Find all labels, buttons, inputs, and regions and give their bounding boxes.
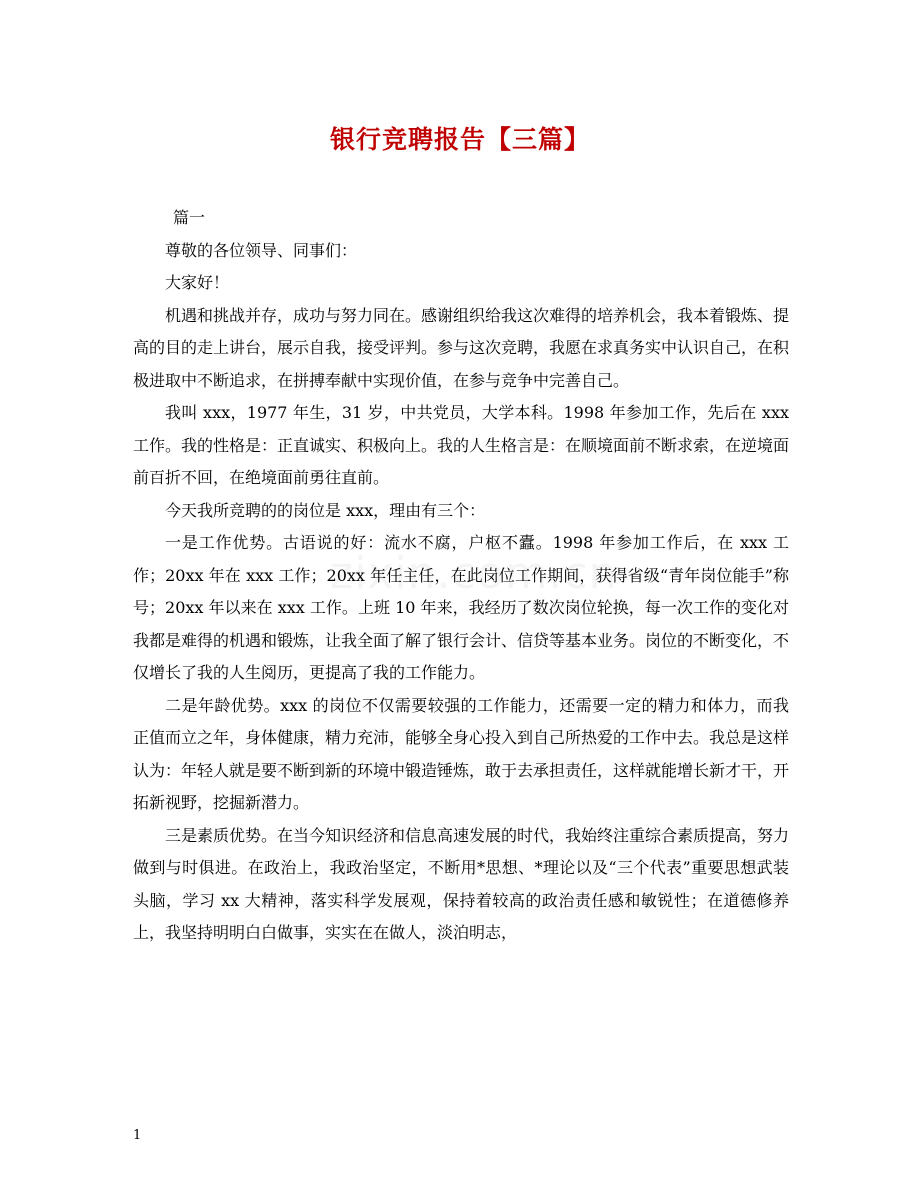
document-body — [133, 202, 789, 950]
section-heading: 篇一 — [173, 208, 206, 227]
paragraph-self-introduction: 我叫 xxx，1977 年生，31 岁，中共党员，大学本科。1998 年参加工作，先后在 xxx 工作。我的性格是：正直诚实、积极向上。我的人生格言是：在顺境面前不断求索，在逆境面前百折不回，在绝境面前勇往直前。 — [133, 403, 790, 487]
salutation: 尊敬的各位领导、同事们： — [165, 240, 358, 260]
greeting: 大家好！ — [165, 273, 230, 292]
paragraph-intro: 机遇和挑战并存，成功与努力同在。感谢组织给我这次难得的培养机会，我本着锻炼、提高的目的走上讲台，展示自我，接受评判。参与这次竞聘，我愿在求真务实中认识自己，在积极进取中不断追求，在拼搏奉献中实现价值，在参与竞争中完善自己。 — [133, 305, 790, 390]
paragraph-quality-advantage: 三是素质优势。在当今知识经济和信息高速发展的时代，我始终注重综合素质提高，努力做到与时俱进。在政治上，我政治坚定，不断用*思想、*理论以及“三个代表”重要思想武装头脑，学习 xx 大精神，落实科学发展观，保持着较高的政治责任感和敏锐性；在道德修养上，我坚持明明白白做事，实实在在做人，淡泊明志， — [133, 825, 790, 942]
paragraph-position: 今天我所竞聘的的岗位是 xxx，理由有三个： — [165, 500, 486, 520]
paragraph-age-advantage: 二是年龄优势。xxx 的岗位不仅需要较强的工作能力，还需要一定的精力和体力，而我正值而立之年，身体健康，精力充沛，能够全身心投入到自己所热爱的工作中去。我总是这样认为：年轻人就是要不断到新的环境中锻造锤炼，敢于去承担责任，这样就能增长新才干，开拓新视野，挖掘新潜力。 — [133, 695, 790, 812]
page-number: 1 — [133, 1128, 142, 1143]
document-title: 银行竞聘报告【三篇】 — [329, 125, 590, 154]
paragraph-work-advantage: 一是工作优势。古语说的好：流水不腐，户枢不蠹。1998 年参加工作后，在 xxx 工作；20xx 年在 xxx 工作；20xx 年任主任，在此岗位工作期间，获得省级“青年岗位能手”称号；20xx 年以来在 xxx 工作。上班 10 年来，我经历了数次岗位轮换，每一次工作的变化对我都是难得的机遇和锻炼，让我全面了解了银行会计、信贷等基本业务。岗位的不断变化，不仅增长了我的人生阅历，更提高了我的工作能力。 — [133, 533, 790, 682]
